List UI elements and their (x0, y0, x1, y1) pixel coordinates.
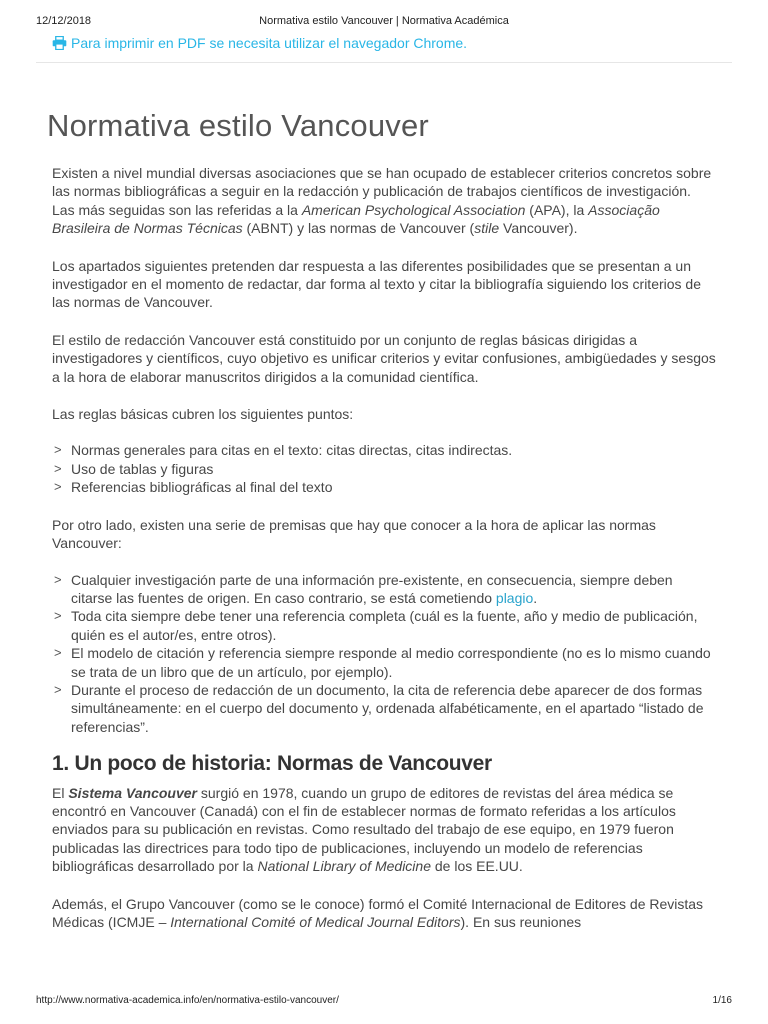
chevron-right-icon: > (54, 645, 62, 661)
rules-list (52, 441, 717, 496)
plagio-link[interactable]: plagio (495, 589, 534, 606)
chevron-right-icon: > (54, 479, 62, 495)
history-paragraph-1: El Sistema Vancouver surgió en 1978, cuando un grupo de editores de revistas del área médica se encontró en Vancouver (Canadá) con el fin de establecer normas de formato referidas a los artículos enviados para su publicación en revistas. Como resultado del trabajo de ese equipo, en 1979 fueron publicadas las directrices para todo tipo de publicaciones, incluyendo un modelo de referencias bibliográficas desarrollado por la National Library of Medicine de los EE.UU. (52, 784, 676, 875)
chevron-right-icon: > (54, 571, 62, 587)
pdf-notice[interactable] (52, 35, 467, 51)
chevron-right-icon: > (54, 681, 62, 697)
list-item: > Uso de tablas y figuras (54, 460, 214, 477)
intro-paragraph-2: Los apartados siguientes pretenden dar respuesta a las diferentes posibilidades que se presentan a un investigador en el momento de redactar, dar forma al texto y citar la bibliografía siguiendo los criterios de las normas de Vancouver. (52, 257, 702, 311)
list-item: > El modelo de citación y referencia siempre responde al medio correspondiente (no es lo mismo cuando se trata de un libro que de un artículo, por ejemplo). (54, 645, 711, 680)
printer-icon (52, 36, 67, 50)
pdf-notice-link[interactable]: Para imprimir en PDF se necesita utilizar el navegador Chrome. (71, 35, 468, 51)
page-title: Normativa estilo Vancouver (47, 108, 429, 143)
list-item: > Toda cita siempre debe tener una referencia completa (cuál es la fuente, año y medio de publicación, quién es el autor/es, entre otros). (54, 608, 698, 643)
list-item: > Durante el proceso de redacción de un documento, la cita de referencia debe aparecer de dos formas simultáneamente: en el cuerpo del documento y, ordenada alfabéticamente, en el apartado “listado de referencias”. (54, 681, 704, 735)
list-item: > Referencias bibliográficas al final del texto (54, 479, 333, 496)
chevron-right-icon: > (54, 442, 62, 458)
history-paragraph-2: Además, el Grupo Vancouver (como se le conoce) formó el Comité Internacional de Editores de Revistas Médicas (ICMJE – International Comité of Medical Journal Editors). En sus reuniones (52, 895, 704, 930)
section-heading-history: 1. Un poco de historia: Normas de Vancouver (52, 752, 492, 776)
print-title: Normativa estilo Vancouver | Normativa Académica (259, 15, 509, 27)
intro-paragraph-4: Las reglas básicas cubren los siguientes puntos: (52, 406, 354, 423)
list-item: > Normas generales para citas en el texto: citas directas, citas indirectas. (54, 442, 513, 459)
premises-intro: Por otro lado, existen una serie de premisas que hay que conocer a la hora de aplicar las normas Vancouver: (52, 516, 656, 552)
article-body (52, 164, 717, 950)
intro-paragraph-3: El estilo de redacción Vancouver está constituido por un conjunto de reglas básicas dirigidas a investigadores y científicos, cuyo objetivo es unificar criterios y evitar confusiones, ambigüedades y sesgos a la hora de elaborar manuscritos dirigidos a la comunidad científica. (52, 331, 716, 385)
chevron-right-icon: > (54, 608, 62, 624)
footer-url: http://www.normativa-academica.info/en/normativa-estilo-vancouver/ (36, 995, 339, 1006)
premises-list (52, 571, 717, 737)
header-divider (36, 62, 732, 63)
chevron-right-icon: > (54, 460, 62, 476)
intro-paragraph-1: Existen a nivel mundial diversas asociaciones que se han ocupado de establecer criterios concretos sobre las normas bibliográficas a seguir en la redacción y publicación de trabajos científicos de investigación. Las más seguidas son las referidas a la American Psychological Association (APA), la Associação Brasileira de Normas Técnicas (ABNT) y las normas de Vancouver (stile Vancouver). (52, 165, 712, 237)
print-header (0, 15, 768, 29)
print-date: 12/12/2018 (36, 15, 92, 27)
footer-page-number: 1/16 (712, 995, 732, 1006)
list-item: > Cualquier investigación parte de una información pre-existente, en consecuencia, siempre deben citarse las fuentes de origen. En caso contrario, se está cometiendo plagio. (54, 571, 673, 606)
